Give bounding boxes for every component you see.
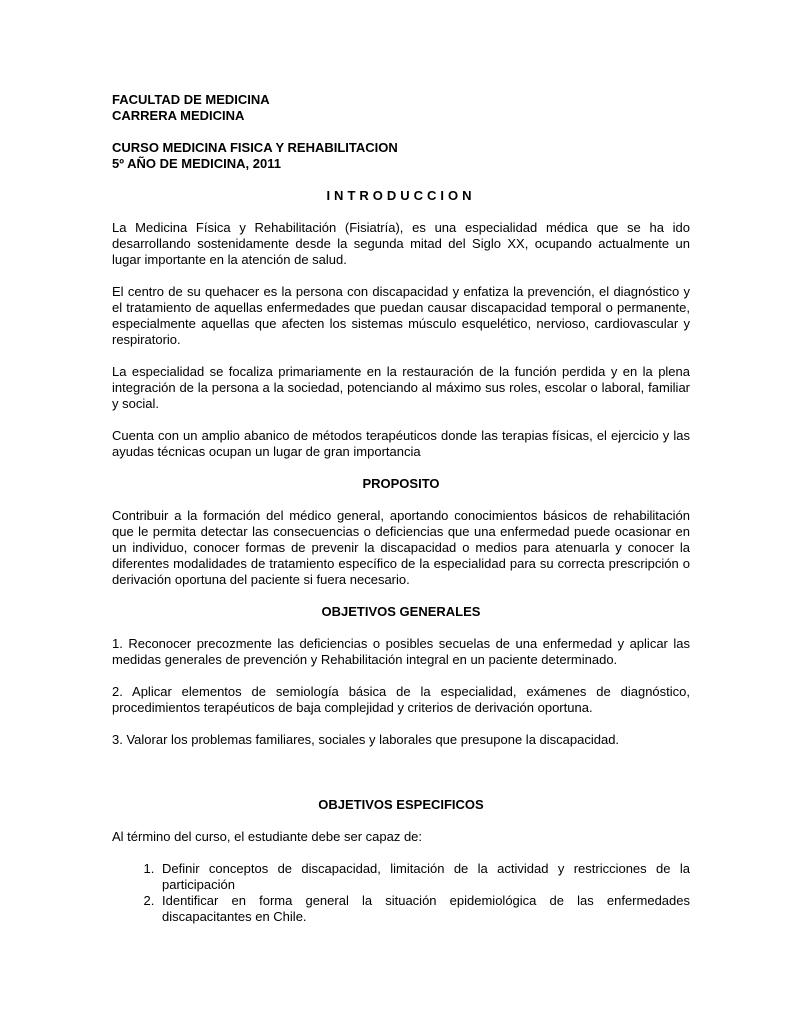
course-name: CURSO MEDICINA FISICA Y REHABILITACION	[112, 140, 398, 155]
objetivo-general-item: 1. Reconocer precozmente las deficiencias o posibles secuelas de una enfermedad y aplicar las medidas generales de prevención y Rehabilitación integral en un paciente determinado.	[112, 636, 690, 667]
document-page	[112, 92, 690, 925]
proposito-paragraph: Contribuir a la formación del médico general, aportando conocimientos básicos de rehabilitación que le permita detectar las consecuencias o deficiencias que una enfermedad puede ocasionar en un individuo, conocer formas de prevenir la discapacidad o medios para atenuarla y conocer la diferentes modalidades de tratamiento específico de la especialidad para su correcta prescripción o derivación oportuna del paciente si fuera necesario.	[112, 508, 690, 587]
objetivo-especifico-item: 2. Identificar en forma general la situación epidemiológica de las enfermedades discapacitantes en Chile.	[158, 893, 690, 925]
objetivos-generales-heading: OBJETIVOS GENERALES	[321, 604, 481, 619]
objetivos-especificos-intro: Al término del curso, el estudiante debe ser capaz de:	[112, 829, 423, 844]
institution-header	[112, 92, 690, 124]
intro-paragraph: El centro de su quehacer es la persona con discapacidad y enfatiza la prevención, el diagnóstico y el tratamiento de aquellas enfermedades que puedan causar discapacidad temporal o permanente, especialmente aquellas que afecten los sistemas músculo esquelético, nervioso, cardiovascular y respiratorio.	[112, 284, 690, 347]
course-year: 5º AÑO DE MEDICINA, 2011	[112, 156, 281, 171]
objetivos-especificos-heading: OBJETIVOS ESPECIFICOS	[318, 797, 484, 812]
objetivo-general-item: 2. Aplicar elementos de semiología básica de la especialidad, exámenes de diagnóstico, procedimientos terapéuticos de baja complejidad y criterios de derivación oportuna.	[112, 684, 690, 715]
career-name: CARRERA MEDICINA	[112, 108, 245, 123]
intro-paragraph: La Medicina Física y Rehabilitación (Fisiatría), es una especialidad médica que se ha ido desarrollando sostenidamente desde la segunda mitad del Siglo XX, ocupando actualmente un lugar importante en la atención de salud.	[112, 220, 690, 267]
intro-paragraph: La especialidad se focaliza primariamente en la restauración de la función perdida y en la plena integración de la persona a la sociedad, potenciando al máximo sus roles, escolar o laboral, familiar y social.	[112, 364, 690, 411]
course-header	[112, 140, 690, 172]
proposito-heading: PROPOSITO	[362, 476, 440, 491]
intro-paragraph: Cuenta con un amplio abanico de métodos terapéuticos donde las terapias físicas, el ejercicio y las ayudas técnicas ocupan un lugar de gran importancia	[112, 428, 690, 459]
objetivos-especificos-list	[112, 861, 690, 925]
section-spacer	[112, 764, 690, 797]
faculty-name: FACULTAD DE MEDICINA	[112, 92, 270, 107]
objetivo-general-item: 3. Valorar los problemas familiares, sociales y laborales que presupone la discapacidad.	[112, 732, 620, 747]
objetivo-especifico-item: 1. Definir conceptos de discapacidad, limitación de la actividad y restricciones de la participación	[158, 861, 690, 893]
introduccion-heading: INTRODUCCION	[326, 188, 476, 203]
